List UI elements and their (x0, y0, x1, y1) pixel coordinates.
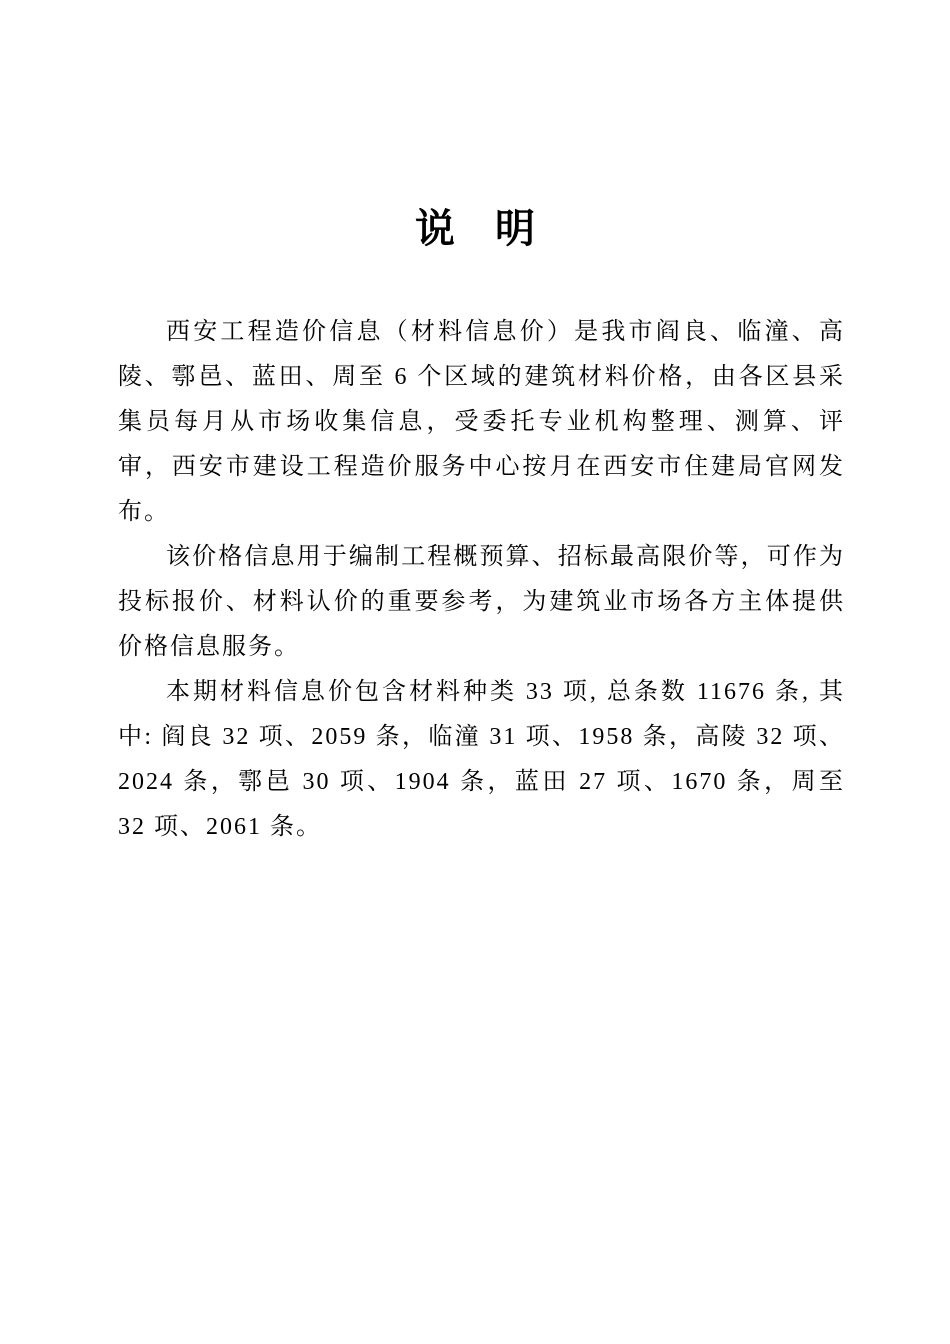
paragraph-usage: 该价格信息用于编制工程概预算、招标最高限价等，可作为投标报价、材料认价的重要参考，为建筑业市场各方主体提供价格信息服务。 (118, 544, 845, 660)
document-body (118, 310, 845, 850)
paragraph-overview: 西安工程造价信息（材料信息价）是我市阎良、临潼、高陵、鄠邑、蓝田、周至 6 个区域的建筑材料价格，由各区县采集员每月从市场收集信息，受委托专业机构整理、测算、评审，西安市建设工程造价服务中心按月在西安市住建局官网发布。 (118, 319, 845, 525)
page-title: 说 明 (415, 206, 535, 251)
paragraph-statistics: 本期材料信息价包含材料种类 33 项, 总条数 11676 条, 其中: 阎良 32 项、2059 条，临潼 31 项、1958 条，高陵 32 项、2024 条，鄠邑 30 项、1904 条，蓝田 27 项、1670 条，周至 32 项、2061 条。 (118, 679, 845, 840)
